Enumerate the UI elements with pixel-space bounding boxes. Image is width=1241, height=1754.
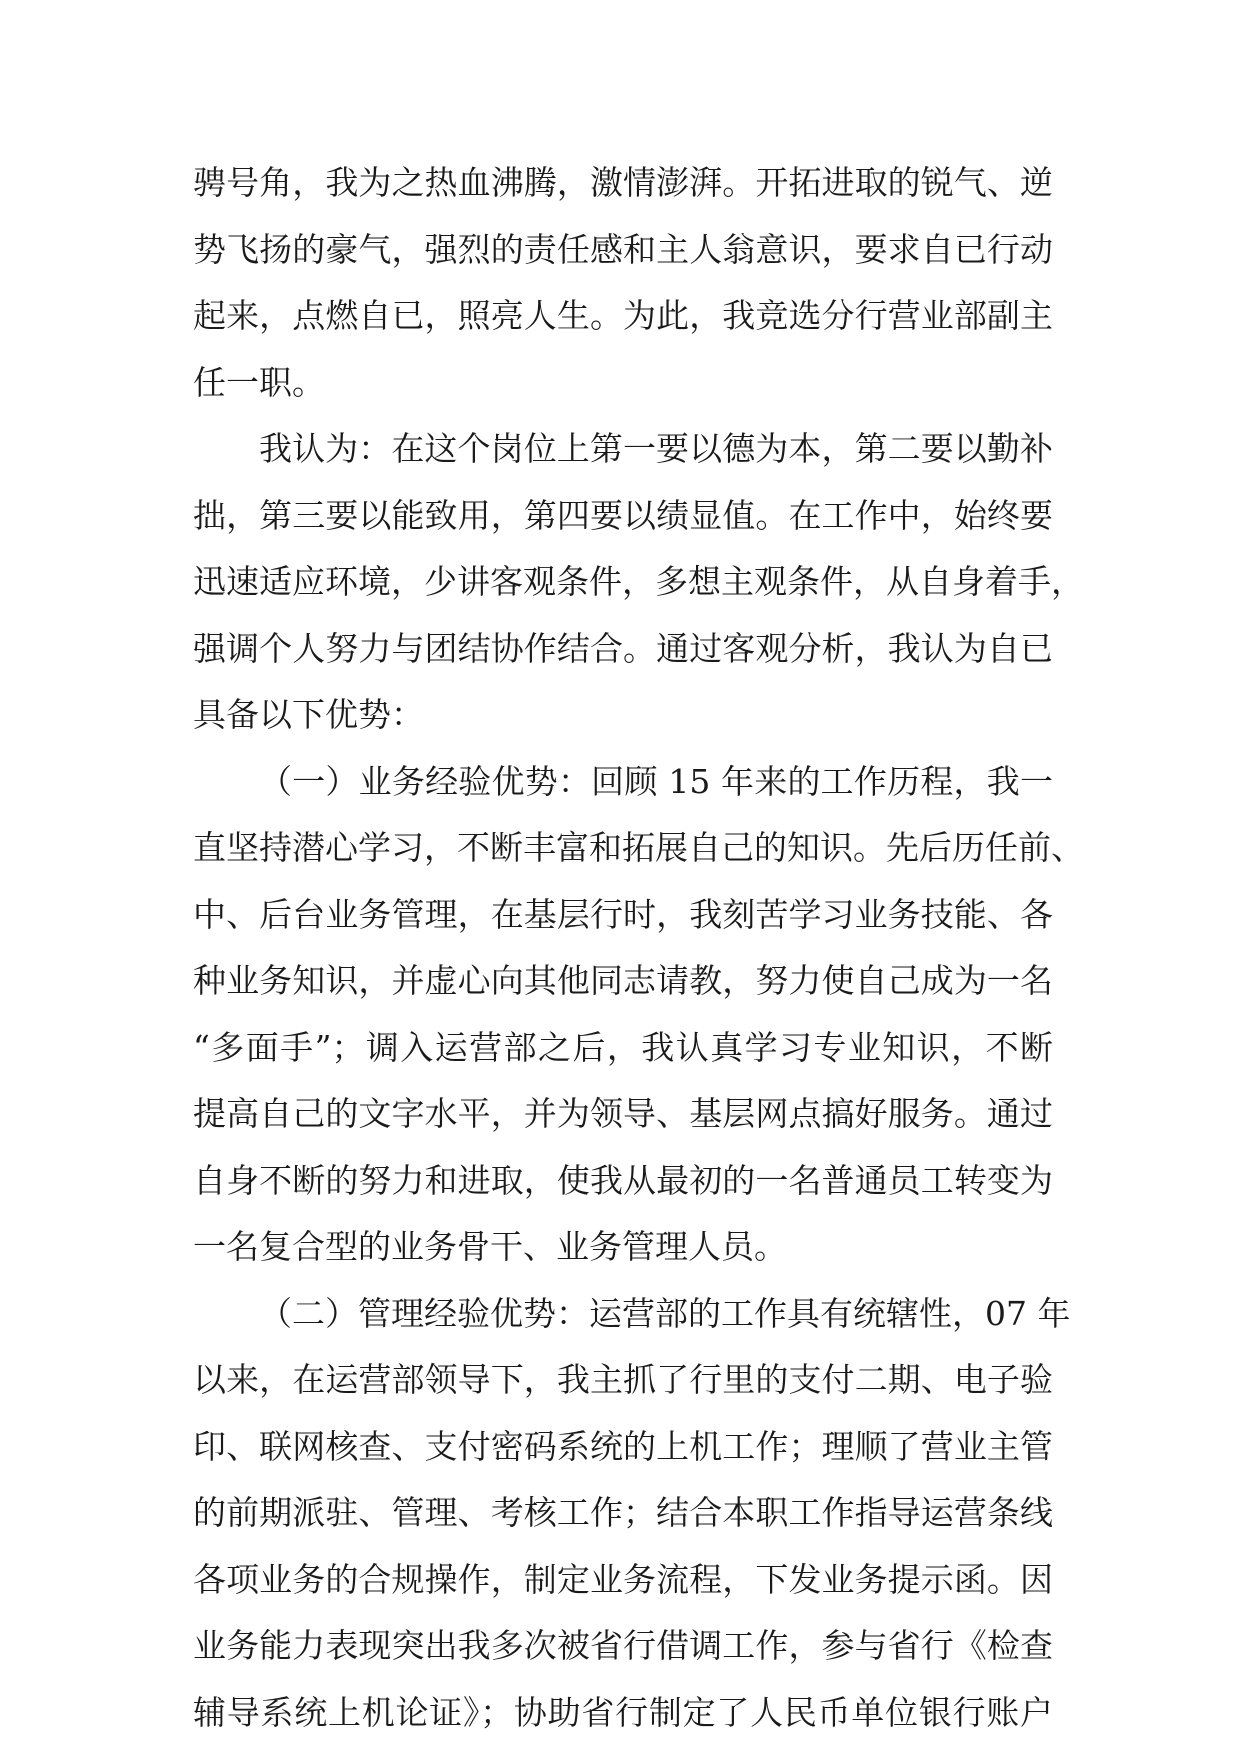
text-line: 辅导系统上机论证》；协助省行制定了人民币单位银行账户	[193, 1692, 1053, 1732]
text-line: 印、联网核查、支付密码系统的上机工作；理顺了营业主管	[193, 1426, 1053, 1466]
paragraph-start-line: （二）管理经验优势：运营部的工作具有统辖性，07 年	[259, 1293, 1071, 1333]
text-line: 种业务知识，并虚心向其他同志请教，努力使自己成为一名	[193, 961, 1053, 1000]
text-line: 自身不断的努力和进取，使我从最初的一名普通员工转变为	[193, 1160, 1053, 1200]
text-line: 具备以下优势：	[193, 695, 424, 734]
text-line: 各项业务的合规操作，制定业务流程，下发业务提示函。因	[193, 1559, 1053, 1599]
text-line: 一名复合型的业务骨干、业务管理人员。	[193, 1227, 787, 1266]
paragraph-start-line: （一）业务经验优势：回顾 15 年来的工作历程，我一	[259, 761, 1053, 801]
text-line: “多面手”；调入运营部之后，我认真学习专业知识，不断	[193, 1027, 1053, 1067]
text-line: 强调个人努力与团结协作结合。通过客观分析，我认为自已	[193, 628, 1053, 668]
text-line: 任一职。	[193, 362, 325, 402]
text-line: 拙，第三要以能致用，第四要以绩显值。在工作中，始终要	[193, 495, 1053, 535]
text-line: 起来，点燃自已，照亮人生。为此，我竞选分行营业部副主	[193, 296, 1053, 335]
text-line: 提高自己的文字水平，并为领导、基层网点搞好服务。通过	[193, 1094, 1053, 1133]
text-line: 以来，在运营部领导下，我主抓了行里的支付二期、电子验	[193, 1360, 1053, 1399]
text-line: 直坚持潜心学习，不断丰富和拓展自己的知识。先后历任前、	[193, 828, 1084, 867]
text-line: 中、后台业务管理，在基层行时，我刻苦学习业务技能、各	[193, 894, 1053, 934]
document-body	[193, 150, 1084, 1746]
text-line: 骋号角，我为之热血沸腾，激情澎湃。开拓进取的锐气、逆	[193, 163, 1053, 202]
text-line: 势飞扬的豪气，强烈的责任感和主人翁意识，要求自已行动	[193, 229, 1053, 269]
text-line: 业务能力表现突出我多次被省行借调工作，参与省行《检查	[193, 1626, 1053, 1665]
paragraph-start-line: 我认为：在这个岗位上第一要以德为本，第二要以勤补	[259, 429, 1053, 468]
text-line: 迅速适应环境，少讲客观条件，多想主观条件，从自身着手，	[193, 562, 1084, 601]
text-line: 的前期派驻、管理、考核工作；结合本职工作指导运营条线	[193, 1493, 1053, 1532]
